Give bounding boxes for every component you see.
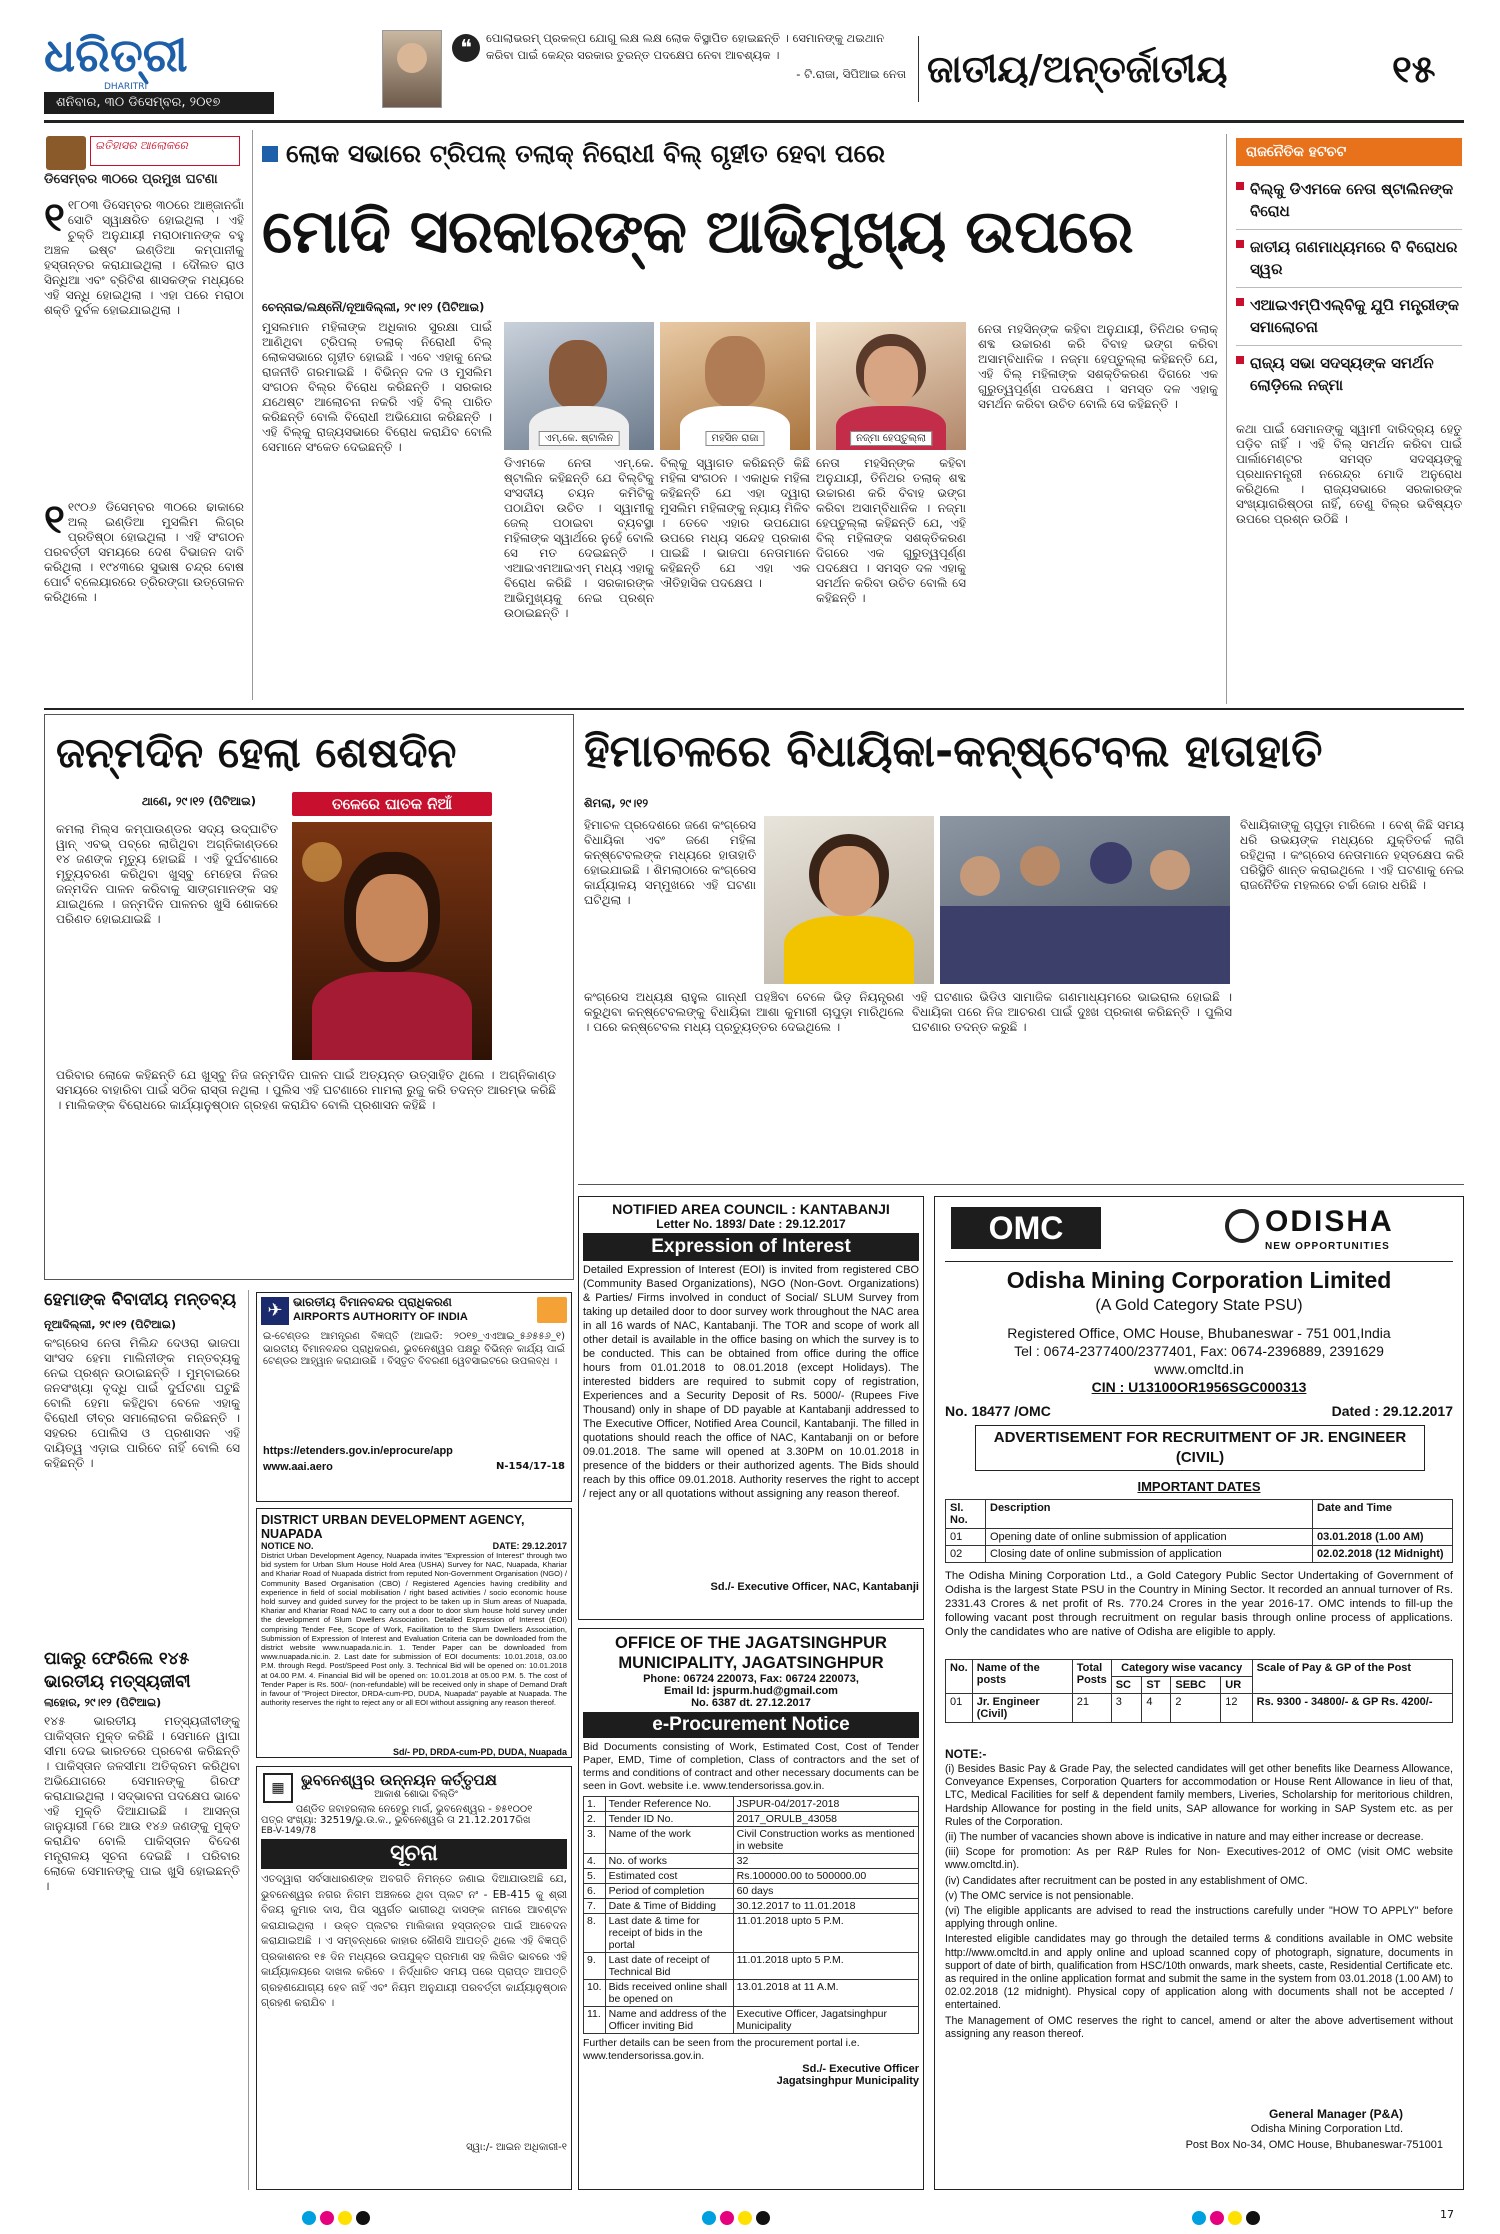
footer-marks: [0, 2206, 1500, 2230]
omc-odisha-sub: NEW OPPORTUNITIES: [1265, 1241, 1390, 1252]
photo-scuffle: [940, 816, 1230, 984]
bda-logo-icon: ▦: [263, 1773, 293, 1803]
india-logo-icon: [537, 1297, 567, 1323]
nac-ad: [578, 1196, 924, 1620]
jag-table-row: 5. Estimated cost Rs.100000.00 to 500000.00: [584, 1869, 919, 1884]
lead-kicker: ଲୋକ ସଭାରେ ଟ୍ରିପଲ୍ ତଲାକ୍ ନିରୋଧୀ ବିଲ୍ ଗୃହୀତ ହେବା ପରେ: [262, 134, 1212, 174]
lead-col4: ନେତା ମହସିନ୍‌ଙ୍କ କହିବା ଅନୁଯାୟୀ, ତିନିଥର ତଲାକ୍ ଶବ୍ଦ ଉଚ୍ଚାରଣ କରି ବିବାହ ଭଙ୍ଗ କରିବା ଅସାମ୍ବିଧାନିକ । ନଜ୍‌ମା ହେପ୍‌ତୁଲ୍ଲା କହିଛନ୍ତି ଯେ, ଏହି ବିଲ୍ ମହିଳାଙ୍କ ସଶକ୍ତିକରଣ ଦିଗରେ ଏକ ଗୁରୁତ୍ୱପୂର୍ଣ୍ଣ ପଦକ୍ଷେପ । ସମସ୍ତ ଦଳ ଏହାକୁ ସମର୍ଥନ କରିବା ଉଚିତ ବୋଲି ସେ କହିଛନ୍ତି ।: [978, 322, 1218, 411]
photo-najma: [816, 322, 966, 450]
omc-note: NOTE:-: [945, 1747, 987, 1761]
omc-dates-wrap: [945, 1499, 1453, 1563]
pak-headline: ପାକରୁ ଫେରିଲେ ୧୪୫ ଭାରତୀୟ ମତ୍ସ୍ୟଜୀବୀ: [44, 1649, 191, 1692]
lead-col1: ମୁସଲମାନ ମହିଳାଙ୍କ ଅଧିକାର ସୁରକ୍ଷା ପାଇଁ ଆଣିଥିବା ଟ୍ରିପଲ୍ ତଲାକ୍ ନିରୋଧୀ ବିଲ୍ ଲୋକସଭାରେ ଗୃହୀତ ହୋଇଛି । ଏବେ ଏହାକୁ ନେଇ ରାଜନୀତି ଗରମାଇଛି । ବିଭିନ୍ନ ଦଳ ଓ ମୁସଲିମ ସଂଗଠନ ବିଲ୍‌ର ବିରୋଧ କରିଛନ୍ତି । ସରକାର ଯଥେଷ୍ଟ ଆଲୋଚନା ନକରି ଏହି ବିଲ୍ ପାରିତ କରିଛନ୍ତି ବୋଲି ବିରୋଧୀ ଅଭିଯୋଗ କରିଛନ୍ତି । ଏହି ବିଲ୍‌କୁ ରାଜ୍ୟସଭାରେ ବିରୋଧ କରାଯିବ ବୋଲି ସେମାନେ ସଂକେତ ଦେଇଛନ୍ତି ।: [262, 320, 492, 454]
aai-org-odia: ଭାରତୀୟ ବିମାନବନ୍ଦର ପ୍ରାଧିକରଣ: [293, 1295, 452, 1309]
jag-table-row: 4. No. of works 32: [584, 1854, 919, 1869]
aai-ref: N-154/17-18: [495, 1461, 565, 1472]
omc-logo: OMC: [951, 1207, 1101, 1249]
registration-marks: [300, 2210, 372, 2229]
aai-logo-icon: ✈: [261, 1297, 289, 1325]
jag-table-row: 3. Name of the work Civil Construction works as mentioned in website: [584, 1827, 919, 1854]
duda-sign: Sd/- PD, DRDA-cum-PD, DUDA, Nuapada: [392, 1747, 567, 1757]
omc-note-item: Interested eligible candidates may go through the detailed terms & conditions available in OMC website http://www.omcltd.in and apply online and upload scanned copy of photograph, signature, documents in support of date of birth, qualification from HSC/10th onwards, mark sheets, caste, Residential Certificate etc. as required in the online application format and submit the same in the system from 03.01.2018 (1.00 AM) to 02.02.2018 (12 midnight). Physical copy of application along with documents shall not be accepted / entertained.: [945, 1933, 1453, 2012]
bda-title: ସୂଚନା: [261, 1839, 567, 1869]
omc-sign2: Odisha Mining Corporation Ltd.: [1250, 2123, 1403, 2135]
jag-email: Email Id: jspurm.hud@gmail.com: [664, 1685, 838, 1697]
masthead-sub: DHARITRI: [104, 82, 148, 92]
birthday-body2: ପରିବାର ଲୋକେ କହିଛନ୍ତି ଯେ ଖୁସ୍‌ବୁ ନିଜ ଜନ୍ମଦିନ ପାଳନ ପାଇଁ ଅତ୍ୟନ୍ତ ଉତ୍ସାହିତ ଥିଲେ । ଅଗ୍ନିକାଣ୍ଡ ସମୟରେ ବାହାରିବା ପାଇଁ ସଠିକ ରାସ୍ତା ନଥିଲା । ପୁଲିସ ଏହି ଘଟଣାରେ ମାମଲା ରୁଜୁ କରି ତଦନ୍ତ ଆରମ୍ଭ କରିଛି । ମାଲିକଙ୍କ ବିରୋଧରେ କାର୍ଯ୍ୟାନୁଷ୍ଠାନ ଗ୍ରହଣ କରାଯିବ ବୋଲି ପ୍ରଶାସନ କହିଛି ।: [56, 1068, 556, 1112]
post-row: 01 Jr. Engineer (Civil) 21 3 4 2 12 Rs. 9300 - 34800/- & GP Rs. 4200/-: [946, 1694, 1453, 1723]
page-number: ୧୫: [1392, 47, 1436, 91]
footer-page: 17: [1440, 2208, 1454, 2221]
omc-note-item: (ii) The number of vacancies shown above is indicative in nature and may either increase or decrease.: [945, 1831, 1424, 1844]
jag-table-row: 1. Tender Reference No. JSPUR-04/2017-2018: [584, 1797, 919, 1812]
birthday-dateline: ଥାଣେ, ୨୯।୧୨ (ପିଟିଆଇ): [141, 794, 256, 808]
dates-row: 01 Opening date of online submission of application 03.01.2018 (1.00 AM): [946, 1529, 1453, 1546]
himachal-headline: ହିମାଚଳରେ ବିଧାୟିକା-କନ୍‌ଷ୍ଟେବଲ ହାତାହାତି: [584, 726, 1323, 777]
section-title: ଜାତୀୟ/ଅନ୍ତର୍ଜାତୀୟ: [918, 36, 1388, 102]
dates-head-desc: Description: [986, 1500, 1313, 1529]
omc-notes: [945, 1763, 1453, 2093]
quote-by: - ଟି.ରାଜା, ସିପିଆଇ ନେତା: [796, 67, 906, 81]
nac-sign: Sd./- Executive Officer, NAC, Kantabanji: [710, 1581, 919, 1593]
jag-intro: Bid Documents consisting of Work, Estimated Cost, Cost of Tender Paper, EMD, Time of completion, Class of contractors and the set of terms and conditions of contract and other necessary documents can be seen in Govt. website i.e. www.tendersorissa.gov.in.: [583, 1741, 919, 1792]
omc-tel: Tel : 0674-2377400/2377401, Fax: 0674-2396889, 2391629: [1014, 1343, 1384, 1359]
history-title: ଡିସେମ୍ବର ୩୦ରେ ପ୍ରମୁଖ ଘଟଣା: [44, 172, 218, 187]
sidebar-item: ଜାତୀୟ ଗଣମାଧ୍ୟମରେ ବି ବିରୋଧର ସ୍ୱର: [1236, 230, 1462, 288]
issue-date: ଶନିବାର, ୩୦ ଡିସେମ୍ବର, ୨୦୧୭: [56, 95, 221, 110]
omc-odisha: ODISHA: [1265, 1205, 1394, 1238]
history-p1: ୧ ୧୮୦୩ ଡିସେମ୍ବର ୩୦ରେ ଆଞ୍ଜାନଗାଁ ସୋଟି ସ୍ୱାକ୍ଷରିତ ହୋଇଥିଲା । ଏହି ଚୁକ୍ତି ଅନୁଯାୟୀ ମରାଠାମାନଙ୍କ ବହୁ ଅଞ୍ଚଳ ଇଷ୍ଟ ଇଣ୍ଡିଆ କମ୍ପାନୀକୁ ହସ୍ତାନ୍ତର କରାଯାଇଥିଲା । ଦୌଲତ ରାଓ ସିନ୍ଧିଆ ଏବଂ ବ୍ରିଟିଶ ଶାସକଙ୍କ ମଧ୍ୟରେ ଏହି ସନ୍ଧି ହୋଇଥିଲା । ଏହା ପରେ ମରାଠା ଶକ୍ତି ଦୁର୍ବଳ ହୋଇଯାଇଥିଲା ।: [44, 198, 244, 317]
jag-table-row: 10. Bids received online shall be opened on 13.01.2018 at 11 A.M.: [584, 1980, 919, 2007]
lead-headline: ମୋଦି ସରକାରଙ୍କ ଆଭିମୁଖ୍ୟ ଉପରେ: [262, 197, 1133, 267]
hema-body: କଂଗ୍ରେସ ନେତା ମିଲିନ୍ଦ ଦେଓରା ଭାଜପା ସାଂସଦ ହେମା ମାଲିନୀଙ୍କ ମନ୍ତବ୍ୟକୁ ନେଇ ପ୍ରଶ୍ନ ଉଠାଇଛନ୍ତି । ମୁମ୍ବାଇରେ ଜନସଂଖ୍ୟା ବୃଦ୍ଧି ପାଇଁ ଦୁର୍ଘଟଣା ଘଟୁଛି ବୋଲି ହେମା କହିଥିବା ବେଳେ ଏହାକୁ ବିରୋଧୀ ତୀବ୍ର ସମାଲୋଚନା କରିଛନ୍ତି । ସହରର ପୋଲିସ ଓ ପ୍ରଶାସନ ଏହି ଦାୟିତ୍ୱ ଏଡ଼ାଇ ପାରିବେ ନାହିଁ ବୋଲି ସେ କହିଛନ୍ତି ।: [44, 1336, 240, 1470]
himachal-body2: କଂଗ୍ରେସ ଅଧ୍ୟକ୍ଷ ରାହୁଲ ଗାନ୍ଧୀ ପହଞ୍ଚିବା ବେଳେ ଭିଡ଼ ନିୟନ୍ତ୍ରଣ କରୁଥିବା କନ୍‌ଷ୍ଟେବଲଙ୍କୁ ବିଧାୟିକା ଆଶା କୁମାରୀ ଚାପୁଡ଼ା ମାରିଥିଲେ । ପରେ କନ୍‌ଷ୍ଟେବଲ ମଧ୍ୟ ପ୍ରତ୍ୟୁତ୍ତର ଦେଇଥିଲେ ।: [584, 990, 904, 1034]
caption-najma: ନଜ୍‌ମା ହେପ୍‌ତୁଲ୍ଲା: [850, 431, 932, 446]
omc-note-item: (iv) Candidates after recruitment can be posted in any establishment of OMC.: [945, 1874, 1308, 1887]
bda-body: ଏତଦ୍ୱାରା ସର୍ବସାଧାରଣଙ୍କ ଅବଗତି ନିମନ୍ତେ ଜଣାଇ ଦିଆଯାଉଅଛି ଯେ, ଭୁବନେଶ୍ୱର ନଗର ନିଗମ ଅଞ୍ଚଳରେ ଥିବା ପ୍ଲଟ ନଂ - EB-415 କୁ ଶ୍ରୀ ବିଜୟ କୁମାର ଦାସ, ପିତା ସ୍ୱର୍ଗତ ଭାଗୀରଥି ଦାସଙ୍କ ନାମରେ ଆବଣ୍ଟନ କରାଯାଇଥିଲା । ଉକ୍ତ ପ୍ଲଟର ମାଲିକାନା ହସ୍ତାନ୍ତର ପାଇଁ ଆବେଦନ କରାଯାଇଅଛି । ଏ ସମ୍ବନ୍ଧରେ କାହାର କୌଣସି ଆପତ୍ତି ଥିଲେ ଏହି ବିଜ୍ଞପ୍ତି ପ୍ରକାଶନର ୧୫ ଦିନ ମଧ୍ୟରେ ଉପଯୁକ୍ତ ପ୍ରମାଣ ସହ ଲିଖିତ ଭାବରେ ଏହି କାର୍ଯ୍ୟାଳୟରେ ଦାଖଲ କରିବେ । ନିର୍ଦ୍ଧାରିତ ସମୟ ପରେ ପ୍ରାପ୍ତ ଆପତ୍ତି ଗ୍ରହଣଯୋଗ୍ୟ ହେବ ନାହିଁ ଏବଂ ନିୟମ ଅନୁଯାୟୀ ପରବର୍ତ୍ତୀ କାର୍ଯ୍ୟାନୁଷ୍ଠାନ ଗ୍ରହଣ କରାଯିବ ।: [261, 1873, 567, 2009]
jag-table-row: 9. Last date of receipt of Technical Bid 11.01.2018 upto 5 P.M.: [584, 1953, 919, 1980]
quote-text: ପୋଲାଭରମ୍ ପ୍ରକଳ୍ପ ଯୋଗୁ ଲକ୍ଷ ଲକ୍ଷ ଲୋକ ବିସ୍ଥାପିତ ହୋଇଛନ୍ତି । ସେମାନଙ୍କୁ ଥଇଥାନ କରିବା ପାଇଁ କେନ୍ଦ୍ର ସରକାର ତୁରନ୍ତ ପଦକ୍ଷେପ ନେବା ଆବଶ୍ୟକ । - ଟି.ରାଜା, ସିପିଆଇ ନେତା: [486, 31, 906, 81]
aai-site[interactable]: www.aai.aero: [263, 1461, 333, 1473]
lead-dateline: ଚେନ୍ନାଇ/ଲକ୍ଷ୍ନୌ/ନୂଆଦିଲ୍ଲୀ, ୨୯।୧୨ (ପିଟିଆଇ): [262, 300, 485, 314]
nac-band: Expression of Interest: [583, 1233, 919, 1261]
jag-foot: Further details can be seen from the procurement portal i.e. www.tendersorissa.gov.in.: [583, 2037, 860, 2062]
omc-sign1: General Manager (P&A): [1268, 2107, 1403, 2121]
caption-stalin: ଏମ୍.କେ. ଷ୍ଟାଲିନ: [539, 431, 620, 446]
omc-note-item: (i) Besides Basic Pay & Grade Pay, the selected candidates will get other benefits like Dearness Allowance, Conveyance Expenses, Corporation Quarters for accommodation or House Rent Allowance in lieu of that, LTC, Medical Facilities for self & dependent family members, Liveries, Scholarship for meritorious children, Hardship Allowance for posting in the field units, SAP allowance for working in SAP System etc. as per Rules of the Corporation.: [945, 1763, 1453, 1828]
omc-note-item: (vi) The eligible applicants are advised to read the instructions carefully under "HOW TO APPLY" before applying through online.: [945, 1905, 1453, 1931]
bda-org: ଭୁବନେଶ୍ୱର ଉନ୍ନୟନ କର୍ତ୍ତୃପକ୍ଷ: [301, 1771, 497, 1789]
aai-org: AIRPORTS AUTHORITY OF INDIA: [293, 1311, 468, 1323]
duda-title: DISTRICT URBAN DEVELOPMENT AGENCY, NUAPADA: [261, 1513, 525, 1541]
jag-phone: Phone: 06724 220073, Fax: 06724 220073,: [643, 1673, 859, 1685]
history-dropcap: ୧: [44, 198, 65, 241]
jag-no: No. 6387 dt. 27.12.2017: [691, 1697, 811, 1709]
jag-sign: Sd./- Executive Officer Jagatsinghpur Municipality: [776, 2063, 919, 2087]
omc-office: Registered Office, OMC House, Bhubaneswar - 751 001,India: [1007, 1325, 1391, 1341]
dates-head-sl: Sl. No.: [946, 1500, 986, 1529]
birthday-tag: ତଳେରେ ଘାତକ ନିଆଁ: [292, 792, 492, 816]
history-badge: [46, 136, 86, 170]
history-badge-text: ଇତିହାସର ଆଲୋକରେ: [90, 136, 240, 166]
pak-dateline: ଲାହୋର, ୨୯।୧୨ (ପିଟିଆଇ): [44, 1696, 162, 1709]
nac-title: NOTIFIED AREA COUNCIL : KANTABANJI: [612, 1201, 890, 1217]
jag-table-row: 8. Last date & time for receipt of bids in the portal 11.01.2018 upto 5 P.M.: [584, 1914, 919, 1953]
duda-ad: [256, 1508, 572, 1758]
duda-body: District Urban Development Agency, Nuapada invites "Expression of Interest" through two bid system for Urban Slum House Hold Area (USHA) Survey for NAC, Nuapada, Khariar and Khariar Road of Nuapada district from reputed Non-Government Organisation (NGO) / Community Based Organisation (CBO) / Registered Agencies having credibility and experience in field of social mobilisation / right based activities / socio economic house hold survey and guided survey for the project to be taken up in Slum areas of Nuapada, Khariar and Khariar Road NAC to carry out a door to door slum house hold survey under the development of Slum Dwellers Association. Detailed Expression of Interest (EOI) comprising Tender Fee, Scope of Work, Facilitation to the Slum Dwellers Association, Submission of Expression of Interest and Evaluation Criteria can be downloaded from the district website www.nuapada.nic.in. 1. Tender Paper can be downloaded from www.nuapada.nic.in. 2. Last date for submission of EOI documents: 10.01.2018, 03.00 P.M. through Regd. Post/Speed Post only. 3. Technical Bid will be opened on: 10.01.2018 at 04.00 P.M. 4. Financial Bid will be opened on: 10.01.2018 at 05.00 P.M. 5. The cost of Tender Paper is Rs. 500/- (non-refundable) will be received only in shape of Demand Draft in favour of "Project Director, DRDA-cum-PD, DUDA, Nuapada" payable at Nuapada. The authority reserves the right to reject any or all EOI without assigning any reason thereof.: [261, 1551, 567, 1708]
jag-table-row: 11. Name and address of the Officer inviting Bid Executive Officer, Jagatsinghpur Municipality: [584, 2007, 919, 2034]
himachal-body4: ବିଧାୟିକାଙ୍କୁ ଚାପୁଡ଼ା ମାରିଲେ । ବେଶ୍ କିଛି ସମୟ ଧରି ଉଭୟଙ୍କ ମଧ୍ୟରେ ଯୁକ୍ତିତର୍କ ଲାଗି ରହିଥିଲା । କଂଗ୍ରେସ ନେତାମାନେ ହସ୍ତକ୍ଷେପ କରି ପରିସ୍ଥିତି ଶାନ୍ତ କରାଇଥିଲେ । ଏହି ଘଟଣାକୁ ନେଇ ରାଜନୈତିକ ମହଲରେ ଚର୍ଚ୍ଚା ଜୋର ଧରିଛି ।: [1240, 818, 1464, 892]
hema-dateline: ନୂଆଦିଲ୍ଲୀ, ୨୯।୧୨ (ପିଟିଆଇ): [44, 1318, 176, 1331]
jag-table: [583, 1796, 919, 2034]
registration-marks: [700, 2210, 772, 2229]
omc-note-item: (v) The OMC service is not pensionable.: [945, 1889, 1134, 1902]
jag-table-row: 7. Date & Time of Bidding 30.12.2017 to 11.01.2018: [584, 1899, 919, 1914]
bda-ad: [256, 1766, 572, 2190]
omc-dates-table: [945, 1499, 1453, 1563]
dates-head-date: Date and Time: [1313, 1500, 1453, 1529]
history-p2: ୧ ୧୯୦୬ ଡିସେମ୍ବର ୩୦ରେ ଢାକାରେ ଅଲ୍‌ ଇଣ୍ଡିଆ ମୁସଲିମ ଲିଗ୍‌ର ପ୍ରତିଷ୍ଠା ହୋଇଥିଲା । ଏହି ସଂଗଠନ ପରବର୍ତ୍ତୀ ସମୟରେ ଦେଶ ବିଭାଜନ ଦାବି କରିଥିଲା । ୧୯୪୩ରେ ସୁଭାଷ ଚନ୍ଦ୍ର ବୋଷ ପୋର୍ଟ ବ୍ଲେୟାରରେ ତ୍ରିରଙ୍ଗା ଉତ୍ତୋଳନ କରିଥିଲେ ।: [44, 500, 244, 604]
omc-post-table: No. Name of the posts Total Posts Category wise vacancy Scale of Pay & GP of the Post SC ST SEBC UR 01 Jr. Engineer (Civil) 21 3 4 2 12 Rs. 9300 - 34800/- & GP Rs. 4200/-: [945, 1659, 1453, 1723]
omc-cin: CIN : U13100OR1956SGC000313: [1091, 1379, 1307, 1395]
pak-body: ୧୪୫ ଭାରତୀୟ ମତ୍ସ୍ୟଜୀବୀଙ୍କୁ ପାକିସ୍ତାନ ମୁକ୍ତ କରିଛି । ସେମାନେ ୱାଘା ସୀମା ଦେଇ ଭାରତରେ ପ୍ରବେଶ କରିଛନ୍ତି । ପାକିସ୍ତାନ ଜଳସୀମା ଅତିକ୍ରମ କରିଥିବା ଅଭିଯୋଗରେ ସେମାନଙ୍କୁ ଗିରଫ କରାଯାଇଥିଲା । ସଦ୍ଭାବନା ପଦକ୍ଷେପ ଭାବେ ଏହି ମୁକ୍ତି ଦିଆଯାଇଛି । ଆସନ୍ତା ଜାନୁୟାରୀ ୮ରେ ଆଉ ୧୪୬ ଜଣଙ୍କୁ ମୁକ୍ତ କରାଯିବ ବୋଲି ପାକିସ୍ତାନ ବିଦେଶ ମନ୍ତ୍ରାଳୟ ସୂଚନା ଦେଇଛି । ପରିବାର ଲୋକେ ସେମାନଙ୍କୁ ପାଇ ଖୁସି ହୋଇଛନ୍ତି ।: [44, 1714, 240, 1893]
registration-marks: [1190, 2210, 1262, 2229]
aai-ad: [256, 1292, 572, 1502]
omc-post-wrap: [945, 1659, 1453, 1723]
caption-mohsin: ମହସିନ ରାଜା: [705, 431, 764, 446]
omc-web[interactable]: www.omcltd.in: [1154, 1361, 1244, 1377]
omc-sign3: Post Box No-34, OMC House, Bhubaneswar-751001: [1185, 2139, 1443, 2151]
sidebar-item: ରାଜ୍ୟ ସଭା ସଦସ୍ୟଙ୍କ ସମର୍ଥନ ଲୋଡ଼ିଲେ ନଜ୍‌ମା: [1236, 346, 1462, 404]
omc-name: Odisha Mining Corporation Limited: [1006, 1267, 1392, 1293]
photo-khushboo: [292, 822, 492, 1060]
kicker-square: [262, 146, 278, 162]
masthead-title: ଧରିତ୍ରୀ: [44, 28, 188, 82]
jag-ad: [578, 1628, 924, 2190]
himachal-body1: ହିମାଚଳ ପ୍ରଦେଶରେ ଜଣେ କଂଗ୍ରେସ ବିଧାୟିକା ଏବଂ ଜଣେ ମହିଳା କନ୍‌ଷ୍ଟେବଲଙ୍କ ମଧ୍ୟରେ ହାତାହାତି ହୋଇଯାଇଛି । ଶିମଲାଠାରେ କଂଗ୍ରେସ କାର୍ଯ୍ୟାଳୟ ସମ୍ମୁଖରେ ଏହି ଘଟଣା ଘଟିଥିଲା ।: [584, 818, 756, 907]
odisha-logo-icon: [1225, 1209, 1259, 1243]
nac-body: Detailed Expression of Interest (EOI) is invited from registered CBO (Community Based Organizations), NGO (Non-Govt. Organizations) & Parties/ Firms involved in conduct of Social/ SLUM Survey from taking up detailed door to door survey work throughout the NAC area in all 16 wards of NAC, Kantabanji. The TOR and scope of work all other detail is available in the office basing on which the survey is to be conducted. This can be obtained from office during the office hours from 01.01.2018 to 08.01.2018 (except Holidays). The interested bidders are required to submit copy of registration, Experiences and a Security Deposit of Rs. 5000/- (Rupees Five Thousand) only in shape of DD payable at Kantabanji addressed to The Executive Officer, Notified Area Council, Kantabanji. The filled in quotations should reach the office of NAC, Kantabanji on or before 09.01.2018. The same will opened at 3.30PM on 10.01.2018 in presence of the bidders or their authorized agents. The Bids should reach by this office 09.01.2018. Authority reserves the right to accept / reject any or all quotations without assigning any reason thereof.: [583, 1264, 919, 1500]
sidebar-item: ଏଆଇଏମ୍ପିଏଲ୍‌ବିକୁ ଯୁପି ମନ୍ତ୍ରୀଙ୍କ ସମାଲୋଚନା: [1236, 288, 1462, 346]
sidebar-list: [1236, 172, 1462, 422]
photo-mohsin: [660, 322, 810, 450]
omc-ad: [934, 1196, 1464, 2190]
jag-table-row: 6. Period of completion 60 days: [584, 1884, 919, 1899]
sidebar-header: ରାଜନୈତିକ ହଟଚଟ: [1236, 138, 1462, 166]
aai-link[interactable]: https://etenders.gov.in/eprocure/app: [263, 1445, 453, 1457]
nac-letter: Letter No. 1893/ Date : 29.12.2017: [656, 1217, 846, 1231]
photo-stalin: [504, 322, 654, 450]
birthday-headline: ଜନ୍ମଦିନ ହେଲା ଶେଷଦିନ: [56, 728, 457, 777]
jag-band: e-Procurement Notice: [583, 1712, 919, 1738]
lead-col3: ବିଲ୍‌କୁ ସ୍ୱାଗତ କରିଛନ୍ତି କିଛି ମହିଳା ସଂଗଠନ । ଏକାଧିକ ମହିଳା କହିଛନ୍ତି ଯେ ଏହା ଦ୍ୱାରା ମୁସଲିମ ମହିଳାଙ୍କୁ ନ୍ୟାୟ ମିଳିବ । ତେବେ ଏହାର ଉପଯୋଗ ଉପରେ ମଧ୍ୟ ସନ୍ଦେହ ପ୍ରକାଶ ପାଇଛି । ଭାଜପା ନେତାମାନେ କହିଛନ୍ତି ଯେ ଏହା ଏକ ଐତିହାସିକ ପଦକ୍ଷେପ ।: [660, 456, 810, 590]
bda-sign: ସ୍ୱା:/- ଆଇନ ଅଧିକାରୀ-୧: [466, 2142, 567, 2153]
lead-col5: କଥା ପାଇଁ ସେମାନଙ୍କୁ ସ୍ୱାମୀ ଦାରିଦ୍ର୍ୟ ହେତୁ ପଡ଼ିବ ନାହିଁ । ଏହି ବିଲ୍ ସମର୍ଥନ କରିବା ପାଇଁ ପାର୍ଲାମେଣ୍ଟର ସମସ୍ତ ସଦସ୍ୟଙ୍କୁ ପ୍ରଧାନମନ୍ତ୍ରୀ ନରେନ୍ଦ୍ର ମୋଦି ଅନୁରୋଧ କରିଥିଲେ । ରାଜ୍ୟସଭାରେ ସରକାରଙ୍କ ସଂଖ୍ୟାଗରିଷ୍ଠତା ନାହିଁ, ତେଣୁ ବିଲ୍‌ର ଭବିଷ୍ୟତ ଉପରେ ପ୍ରଶ୍ନ ଉଠିଛି ।: [1236, 422, 1462, 526]
omc-no: No. 18477 /OMC: [945, 1403, 1051, 1419]
quote-photo: [382, 30, 442, 108]
omc-sub: (A Gold Category State PSU): [1095, 1297, 1303, 1314]
lead-col2: ଡିଏମକେ ନେତା ଏମ୍.କେ. ଷ୍ଟାଲିନ କହିଛନ୍ତି ଯେ ବିଲ୍‌ଟିକୁ ସଂସଦୀୟ ଚୟନ କମିଟିକୁ ପଠାଯିବା ଉଚିତ । ସ୍ୱାମୀକୁ ଜେଲ୍ ପଠାଇବା ବ୍ୟବସ୍ଥା ମହିଳାଙ୍କ ସ୍ୱାର୍ଥରେ ନୁହେଁ ବୋଲି ସେ ମତ ଦେଇଛନ୍ତି । ଏଆଇଏମଆଇଏମ୍ ମଧ୍ୟ ଏହାକୁ ବିରୋଧ କରିଛି । ସରକାରଙ୍କ ଆଭିମୁଖ୍ୟକୁ ନେଇ ପ୍ରଶ୍ନ ଉଠାଇଛନ୍ତି ।: [504, 456, 654, 620]
bda-addr: ପଣ୍ଡିତ ଜବାହରଲାଲ ନେହେରୁ ମାର୍ଗ, ଭୁବନେଶ୍ୱର - ୭୫୧୦୦୧: [295, 1804, 533, 1815]
bda-ref: EB-V-149/78: [261, 1826, 317, 1836]
dates-row: 02 Closing date of online submission of application 02.02.2018 (12 Midnight): [946, 1546, 1453, 1563]
omc-intro: The Odisha Mining Corporation Ltd., a Gold Category Public Sector Undertaking of Government of Odisha is the largest State PSU in the Country in Mining Sector. It recorded an annual turnover of Rs. 2331.43 Crores & net profit of Rs. 770.24 Crores in the year 2016-17. OMC intends to fill-up the following vacant post through recruitment on regular basis through online process of applications. Only the candidates who are native of Odisha are eligible to apply.: [945, 1570, 1453, 1638]
himachal-dateline: ଶିମଲା, ୨୯।୧୨: [584, 796, 649, 810]
jag-title: OFFICE OF THE JAGATSINGHPUR MUNICIPALITY, JAGATSINGHPUR: [615, 1634, 887, 1672]
hema-headline: ହେମାଙ୍କ ବିବାଦୀୟ ମନ୍ତବ୍ୟ: [44, 1290, 237, 1310]
jag-table-row: 2. Tender ID No. 2017_ORULB_43058: [584, 1812, 919, 1827]
sidebar-item: ବିଲ୍‌କୁ ଡିଏମକେ ନେତା ଷ୍ଟାଲିନଙ୍କ ବିରୋଧ: [1236, 172, 1462, 230]
quote-icon: ❝: [452, 34, 480, 62]
himachal-body3: ଏହି ଘଟଣାର ଭିଡିଓ ସାମାଜିକ ଗଣମାଧ୍ୟମରେ ଭାଇରାଲ ହୋଇଛି । ବିଧାୟିକା ପରେ ନିଜ ଆଚରଣ ପାଇଁ ଦୁଃଖ ପ୍ରକାଶ କରିଛନ୍ତି । ପୁଲିସ ଘଟଣାର ତଦନ୍ତ କରୁଛି ।: [912, 990, 1232, 1034]
bda-letter: ପତ୍ର ସଂଖ୍ୟା: 32519/ଭୁ.ଉ.କ., ଭୁବନେଶ୍ୱର ତା 21.12.2017ରିଖ: [261, 1815, 531, 1826]
omc-note-item: (iii) Scope for promotion: As per R&P Rules for Non- Executives-2012 of OMC (visit OMC website www.omcltd.in).: [945, 1846, 1453, 1872]
duda-notice-no: NOTICE NO.: [261, 1541, 314, 1551]
omc-advt: ADVERTISEMENT FOR RECRUITMENT OF JR. ENGINEER (CIVIL): [975, 1425, 1425, 1471]
birthday-body1: କମଲା ମିଲ୍ସ କମ୍ପାଉଣ୍ଡର ସଦ୍ୟ ଉଦ୍‌ଘାଟିତ ୱାନ୍ ଏବଭ୍ ପବ୍‌ରେ ଲାଗିଥିବା ଅଗ୍ନିକାଣ୍ଡରେ ୧୪ ଜଣଙ୍କ ମୃତ୍ୟୁ ହୋଇଛି । ଏହି ଦୁର୍ଘଟଣାରେ ମୃତ୍ୟୁବରଣ କରିଥିବା ଖୁସ୍‌ବୁ ମେହେତା ନିଜର ଜନ୍ମଦିନ ପାଳନ କରିବାକୁ ସାଙ୍ଗମାନଙ୍କ ସହ ଯାଇଥିଲେ । ଜନ୍ମଦିନ ପାଳନର ଖୁସି ଶୋକରେ ପରିଣତ ହୋଇଯାଇଛି ।: [56, 822, 278, 926]
photo-asha-kumari: [764, 816, 934, 984]
date-bar: [44, 92, 274, 114]
omc-note-item: The Management of OMC reserves the right to cancel, amend or alter the above advertisement without assigning any reason thereof.: [945, 2014, 1453, 2040]
bda-sub: ଆକାଶ ଶୋଭା ବିଲ୍ଡିଂ: [374, 1789, 458, 1800]
lead-col4-lower: ନେତା ମହସିନ୍‌ଙ୍କ କହିବା ଅନୁଯାୟୀ, ତିନିଥର ତଲାକ୍ ଶବ୍ଦ ଉଚ୍ଚାରଣ କରି ବିବାହ ଭଙ୍ଗ କରିବା ଅସାମ୍ବିଧାନିକ । ନଜ୍‌ମା ହେପ୍‌ତୁଲ୍ଲା କହିଛନ୍ତି ଯେ, ଏହି ବିଲ୍ ମହିଳାଙ୍କ ସଶକ୍ତିକରଣ ଦିଗରେ ଏକ ଗୁରୁତ୍ୱପୂର୍ଣ୍ଣ ପଦକ୍ଷେପ । ସମସ୍ତ ଦଳ ଏହାକୁ ସମର୍ଥନ କରିବା ଉଚିତ ବୋଲି ସେ କହିଛନ୍ତି ।: [816, 456, 966, 605]
duda-date: DATE: 29.12.2017: [492, 1541, 567, 1551]
aai-body: ଇ-ଟେଣ୍ଡର ଆମନ୍ତ୍ରଣ ବିଜ୍ଞପ୍ତି (ଆଇଡି: ୨୦୧୭_ଏଏଆଇ_୫୬୫୫୬_୧) ଭାରତୀୟ ବିମାନବନ୍ଦର ପ୍ରାଧିକରଣ, ଭୁବନେଶ୍ୱର ପକ୍ଷରୁ ବିଭିନ୍ନ କାର୍ଯ୍ୟ ପାଇଁ ଟେଣ୍ଡର ଆହ୍ୱାନ କରାଯାଉଛି । ବିସ୍ତୃତ ବିବରଣୀ ୱେବସାଇଟରେ ଉପଲବ୍ଧ ।: [263, 1331, 565, 1367]
omc-date: Dated : 29.12.2017: [1331, 1403, 1453, 1419]
omc-important: IMPORTANT DATES: [1137, 1479, 1261, 1494]
